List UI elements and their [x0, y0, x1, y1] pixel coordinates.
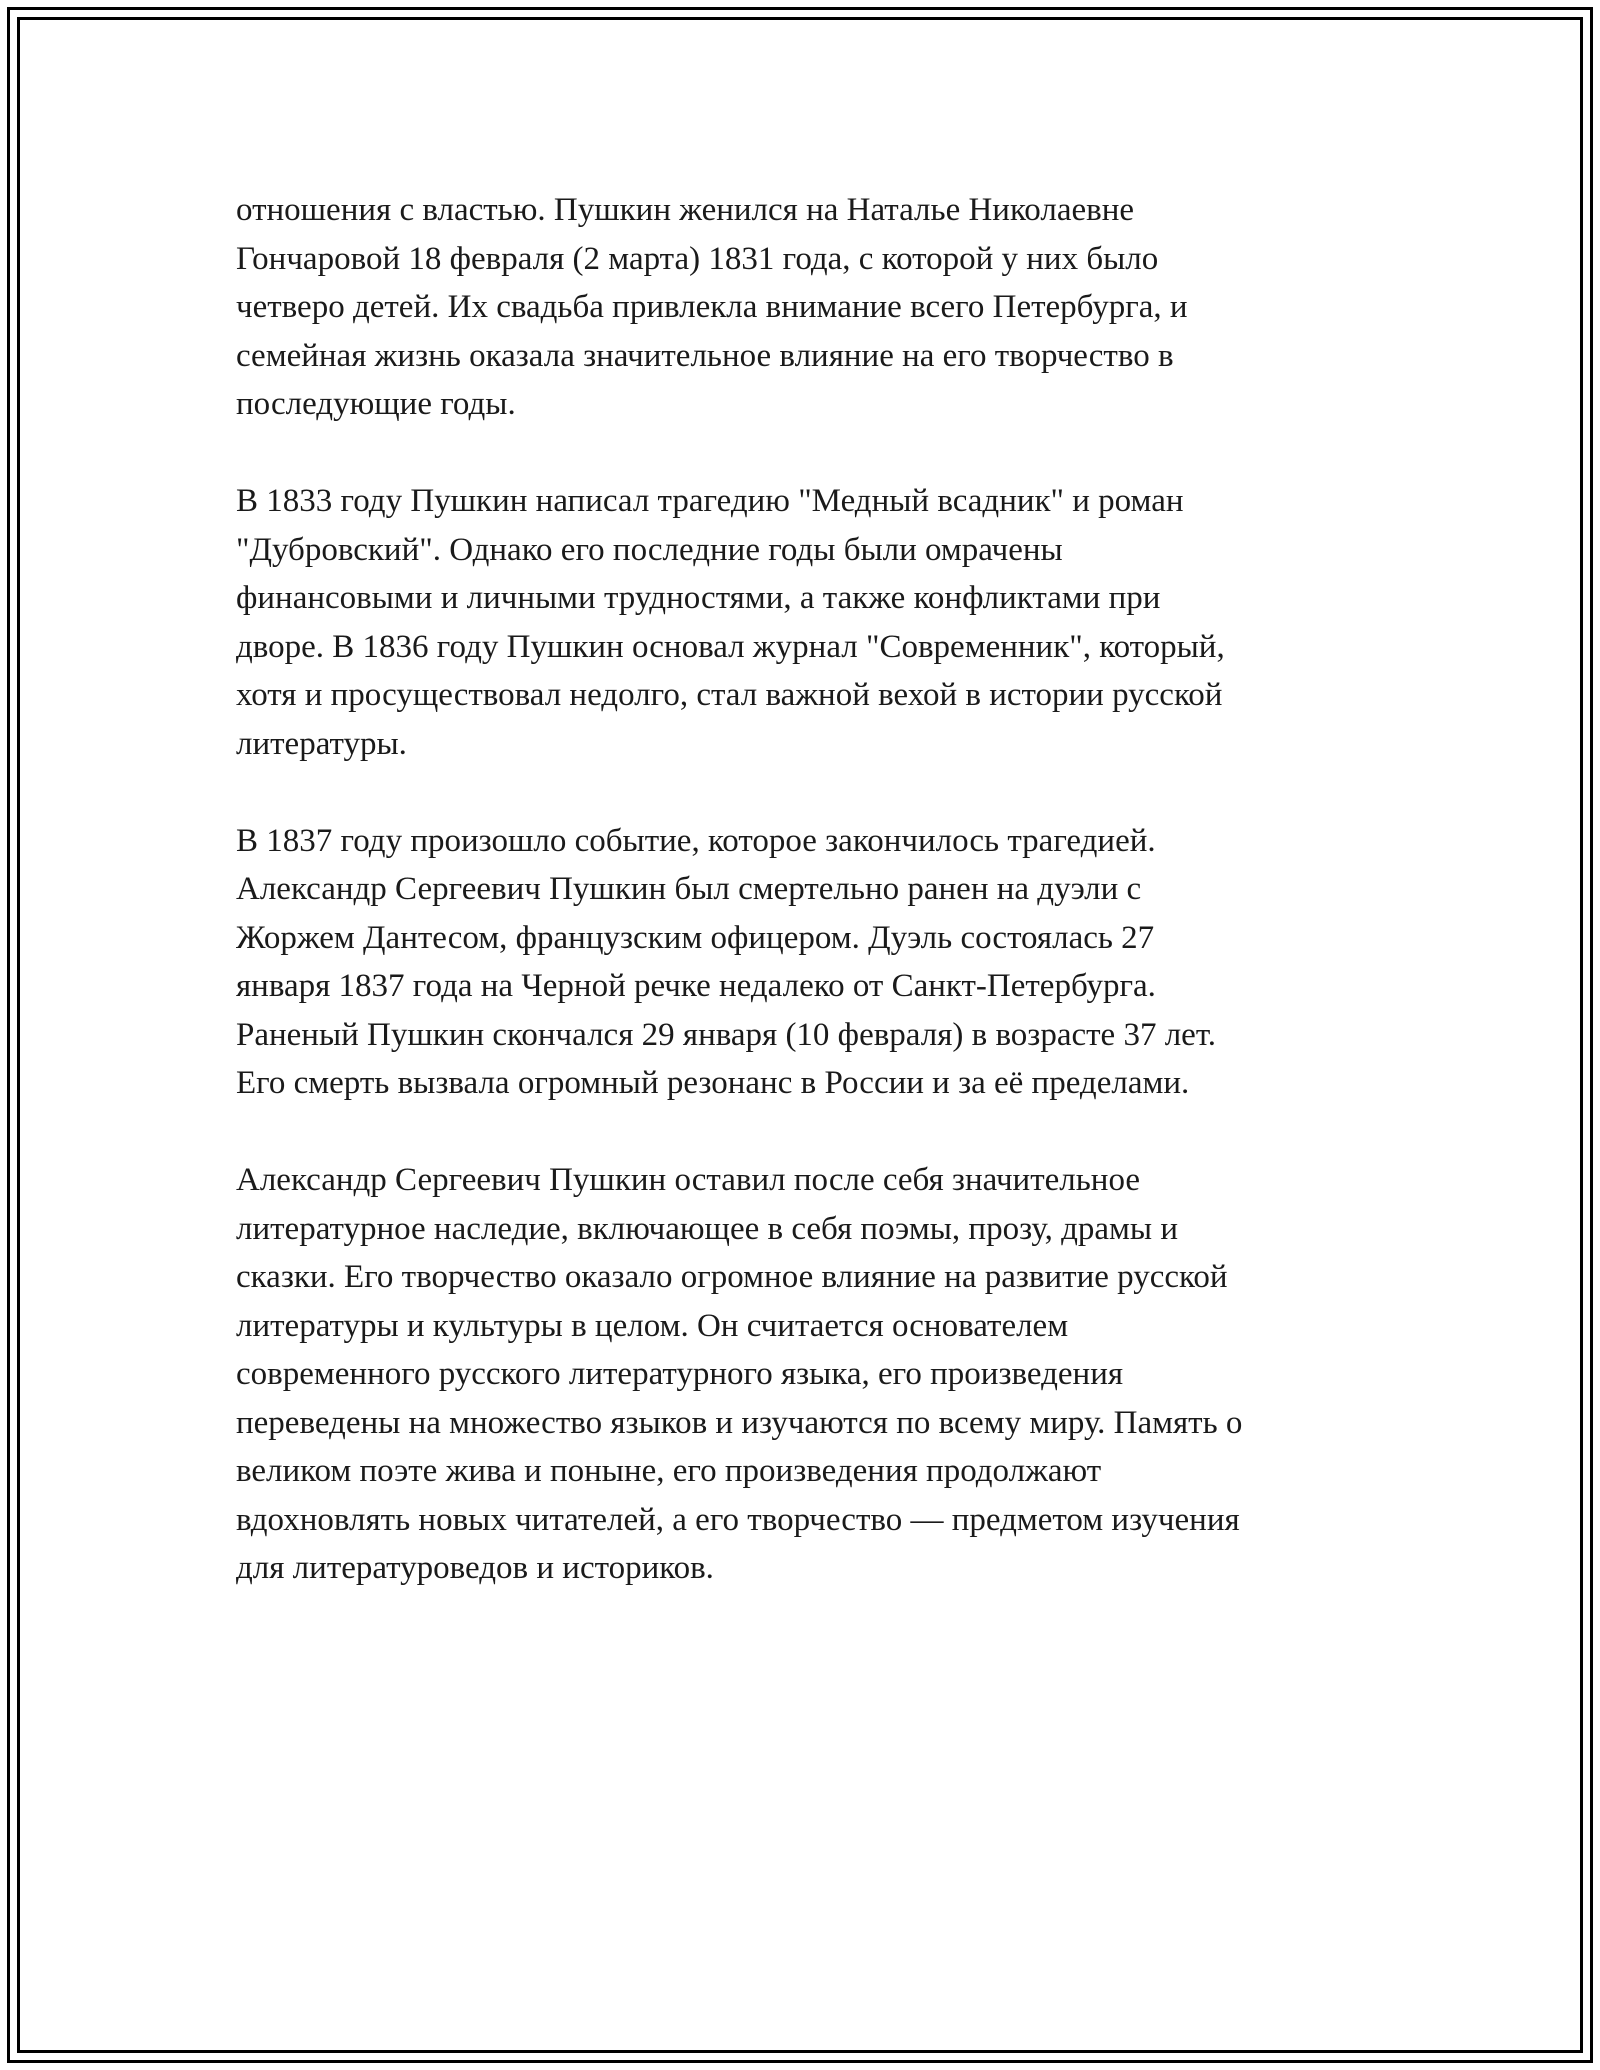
document-body — [236, 186, 1416, 1641]
paragraph-legacy: Александр Сергеевич Пушкин оставил после себя значительное литературное наследие, включающее в себя поэмы, прозу, драмы и сказки. Его творчество оказало огромное влияние на развитие русской литературы и культуры в целом. Он считается основателем современного русского литературного языка, его произведения переведены на множество языков и изучаются по всему миру. Память о великом поэте жива и поныне, его произведения продолжают вдохновлять новых читателей, а его творчество — предметом изучения для литературоведов и историков. — [236, 1162, 1243, 1586]
paragraph-marriage: отношения с властью. Пушкин женился на Наталье Николаевне Гончаровой 18 февраля (2 марта) 1831 года, с которой у них было четверо детей. Их свадьба привлекла внимание всего Петербурга, и семейная жизнь оказала значительное влияние на его творчество в последующие годы. — [236, 192, 1188, 422]
paragraph-duel-1837: В 1837 году произошло событие, которое закончилось трагедией. Александр Сергеевич Пушкин был смертельно ранен на дуэли с Жоржем Дантесом, французским офицером. Дуэль состоялась 27 января 1837 года на Черной речке недалеко от Санкт-Петербурга. Раненый Пушкин скончался 29 января (10 февраля) в возрасте 37 лет. Его смерть вызвала огромный резонанс в России и за её пределами. — [236, 822, 1217, 1101]
paragraph-works-1833: В 1833 году Пушкин написал трагедию "Медный всадник" и роман "Дубровский". Однако его последние годы были омрачены финансовыми и личными трудностями, а также конфликтами при дворе. В 1836 году Пушкин основал журнал "Современник", который, хотя и просуществовал недолго, стал важной вехой в истории русской литературы. — [236, 483, 1225, 762]
